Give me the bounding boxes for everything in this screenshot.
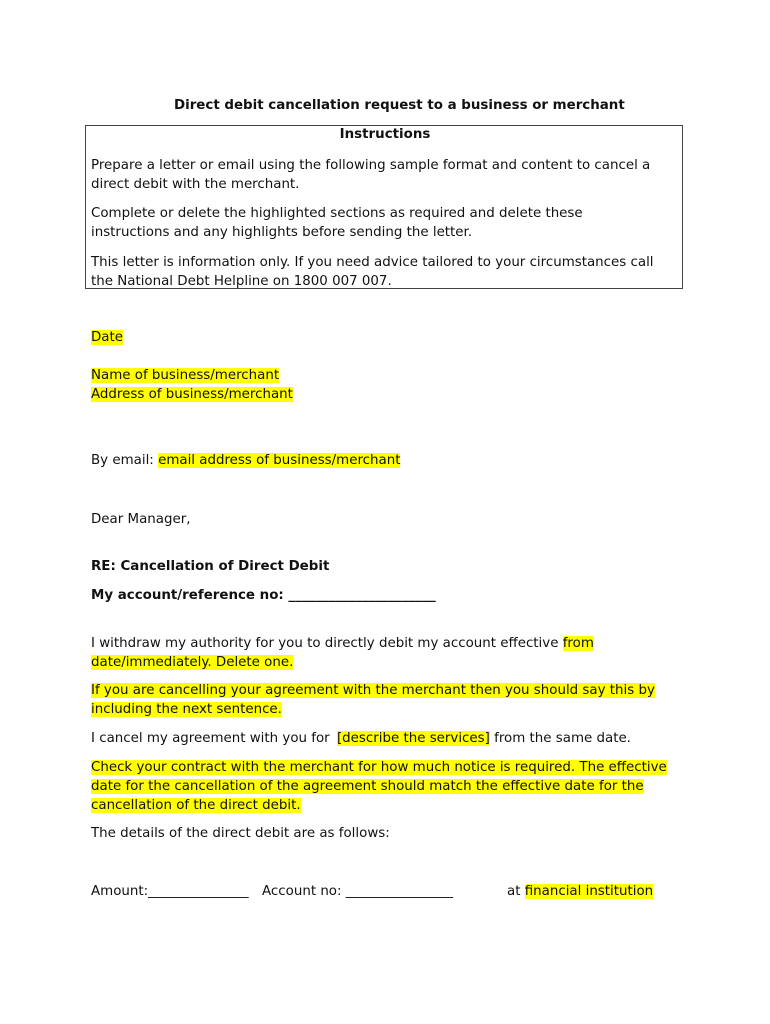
cancel-note-line-1: If you are cancelling your agreement with the merchant then you should say this by: [91, 683, 655, 698]
instructions-p1-line-2: direct debit with the merchant.: [91, 177, 300, 192]
account-reference-line: My account/reference no: ______________________: [91, 588, 436, 603]
withdraw-date-placeholder-1: from: [562, 636, 594, 651]
re-line: RE: Cancellation of Direct Debit: [91, 559, 330, 574]
describe-services-placeholder: [describe the services]: [336, 731, 490, 746]
business-name-placeholder: Name of business/merchant: [91, 368, 280, 383]
date-line: [91, 328, 691, 347]
instructions-p3-line-1: This letter is information only. If you need advice tailored to your circumstances call: [91, 255, 654, 270]
instructions-p3-line-2: the National Debt Helpline on 1800 007 007.: [91, 274, 392, 289]
instructions-p2-line-2: instructions and any highlights before sending the letter.: [91, 225, 473, 240]
business-address-placeholder: Address of business/merchant: [91, 387, 293, 402]
salutation: Dear Manager,: [91, 512, 191, 527]
cancel-post-text: from the same date.: [489, 731, 631, 746]
date-placeholder: Date: [91, 330, 124, 345]
instructions-paragraph-1: [91, 156, 681, 194]
check-line-3: cancellation of the direct debit.: [91, 798, 301, 813]
email-placeholder: email address of business/merchant: [158, 453, 401, 468]
by-email-label: By email:: [91, 453, 159, 468]
check-line-2: date for the cancellation of the agreement should match the effective date for the: [91, 779, 644, 794]
amount-field: Amount:_______________: [91, 884, 249, 899]
financial-institution-line: [507, 882, 653, 901]
by-email-line: [91, 451, 691, 470]
withdraw-paragraph: [91, 634, 691, 672]
cancel-pre-text: I cancel my agreement with you for: [91, 731, 334, 746]
instructions-paragraph-3: [91, 253, 681, 291]
cancel-note-paragraph: [91, 681, 691, 719]
withdraw-text: I withdraw my authority for you to directly debit my account effective: [91, 636, 563, 651]
at-label: at: [507, 884, 525, 899]
cancel-agreement-line: [91, 729, 691, 748]
details-line: The details of the direct debit are as follows:: [91, 826, 390, 841]
check-line-1: Check your contract with the merchant for how much notice is required. The effective: [91, 760, 667, 775]
financial-institution-placeholder: financial institution: [524, 884, 654, 899]
recipient-block: [91, 366, 691, 404]
document-title: Direct debit cancellation request to a business or merchant: [174, 98, 625, 113]
instructions-box: [85, 125, 683, 289]
withdraw-date-placeholder-2: date/immediately. Delete one.: [91, 655, 294, 670]
instructions-heading: Instructions: [339, 127, 431, 142]
cancel-note-line-2: including the next sentence.: [91, 702, 282, 717]
instructions-p1-line-1: Prepare a letter or email using the following sample format and content to cancel a: [91, 158, 651, 173]
instructions-p2-line-1: Complete or delete the highlighted sections as required and delete these: [91, 206, 583, 221]
instructions-paragraph-2: [91, 204, 681, 242]
account-no-field: Account no: ________________: [262, 884, 453, 899]
check-contract-paragraph: [91, 758, 691, 815]
